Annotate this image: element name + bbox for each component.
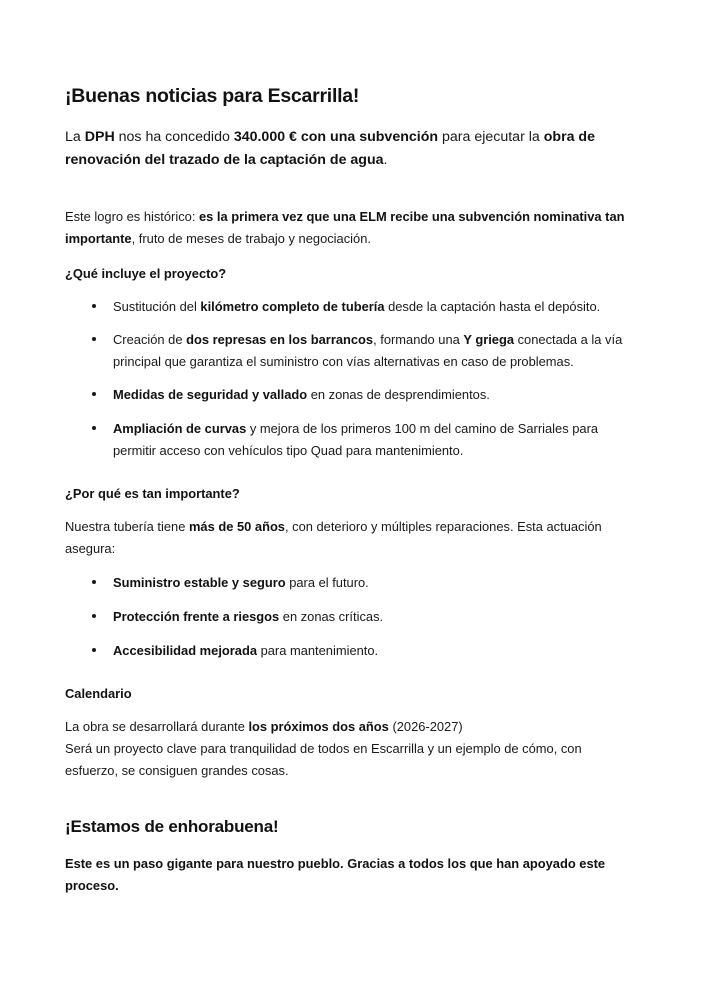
bullet-text-1: Creación de bbox=[113, 332, 187, 348]
importance-intro-paragraph bbox=[65, 516, 628, 560]
list-item bbox=[65, 329, 628, 373]
list-item bbox=[65, 384, 628, 406]
benefits-bullet-list bbox=[65, 572, 628, 663]
closing-paragraph: Este es un paso gigante para nuestro pueblo. Gracias a todos los que han apoyado este proceso. bbox=[65, 855, 606, 893]
calendar-bold-1: los próximos dos años bbox=[248, 718, 389, 734]
bullet-dot-icon bbox=[92, 337, 96, 341]
lead-bold-amount: 340.000 € con una subvención bbox=[233, 129, 439, 146]
bullet-text-2: y mejora de los primeros 100 m del camino de Sarriales para permitir acceso con vehículos tipo Quad para mantenimiento. bbox=[113, 420, 599, 458]
lead-text-2: nos ha concedido bbox=[114, 129, 234, 146]
lead-paragraph bbox=[65, 126, 628, 172]
project-bullet-list bbox=[65, 296, 628, 462]
bullet-text-1: Sustitución del bbox=[113, 298, 201, 314]
spacer bbox=[65, 676, 628, 684]
bullet-bold-2: Y griega bbox=[463, 332, 515, 348]
page-title: ¡Buenas noticias para Escarrilla! bbox=[65, 85, 360, 107]
section-heading-importance: ¿Por qué es tan importante? bbox=[65, 486, 240, 502]
section-heading-project: ¿Qué incluye el proyecto? bbox=[65, 266, 227, 282]
bullet-text-2: en zonas críticas. bbox=[279, 608, 384, 624]
section-heading-calendar: Calendario bbox=[65, 686, 132, 702]
historic-bold-1: es la primera vez que una ELM recibe una subvención nominativa tan importante bbox=[65, 209, 625, 247]
closing-title: ¡Estamos de enhorabuena! bbox=[65, 816, 279, 836]
bullet-dot-icon bbox=[92, 648, 96, 652]
list-item bbox=[65, 606, 628, 628]
bullet-text-2: para mantenimiento. bbox=[257, 642, 379, 658]
calendar-paragraph bbox=[65, 716, 628, 782]
bullet-text-2: desde la captación hasta el depósito. bbox=[384, 298, 601, 314]
historic-text-2: , fruto de meses de trabajo y negociación. bbox=[131, 231, 371, 247]
spacer bbox=[65, 796, 628, 816]
importance-text-1: Nuestra tubería tiene bbox=[65, 518, 189, 534]
importance-bold-1: más de 50 años bbox=[188, 518, 285, 534]
lead-text-1: La bbox=[65, 129, 85, 146]
bullet-bold-1: kilómetro completo de tubería bbox=[200, 298, 385, 314]
bullet-dot-icon bbox=[92, 580, 96, 584]
bullet-dot-icon bbox=[92, 392, 96, 396]
spacer bbox=[65, 476, 628, 484]
bullet-text-2: para el futuro. bbox=[285, 574, 369, 590]
list-item bbox=[65, 418, 628, 462]
historic-text-1: Este logro es histórico: bbox=[65, 209, 199, 225]
bullet-text-2: en zonas de desprendimientos. bbox=[307, 387, 490, 403]
bullet-bold-1: dos represas en los barrancos bbox=[186, 332, 374, 348]
list-item bbox=[65, 640, 628, 662]
bullet-bold-1: Suministro estable y seguro bbox=[113, 574, 286, 590]
bullet-text-2: , formando una bbox=[373, 332, 464, 348]
bullet-bold-1: Accesibilidad mejorada bbox=[113, 642, 258, 658]
historic-paragraph bbox=[65, 206, 628, 250]
bullet-bold-1: Medidas de seguridad y vallado bbox=[113, 387, 308, 403]
calendar-text-3: Será un proyecto clave para tranquilidad de todos en Escarrilla y un ejemplo de cómo, con esfuerzo, se consiguen grandes cosas. bbox=[65, 740, 582, 778]
bullet-dot-icon bbox=[92, 426, 96, 430]
bullet-bold-1: Ampliación de curvas bbox=[113, 420, 247, 436]
list-item bbox=[65, 296, 628, 318]
list-item bbox=[65, 572, 628, 594]
bullet-dot-icon bbox=[92, 304, 96, 308]
lead-text-3: para ejecutar la bbox=[438, 129, 544, 146]
lead-bold-works: obra de renovación del trazado de la captación de agua bbox=[65, 129, 595, 169]
lead-text-4: . bbox=[383, 152, 388, 169]
bullet-bold-1: Protección frente a riesgos bbox=[113, 608, 280, 624]
calendar-text-1: La obra se desarrollará durante bbox=[65, 718, 249, 734]
bullet-dot-icon bbox=[92, 614, 96, 618]
lead-bold-dph: DPH bbox=[84, 129, 115, 146]
importance-text-2: , con deterioro y múltiples reparaciones. Esta actuación asegura: bbox=[65, 518, 602, 556]
calendar-text-2: (2026-2027) bbox=[388, 718, 463, 734]
bullet-text-3: conectada a la vía principal que garantiza el suministro con vías alternativas en caso de problemas. bbox=[113, 332, 623, 370]
